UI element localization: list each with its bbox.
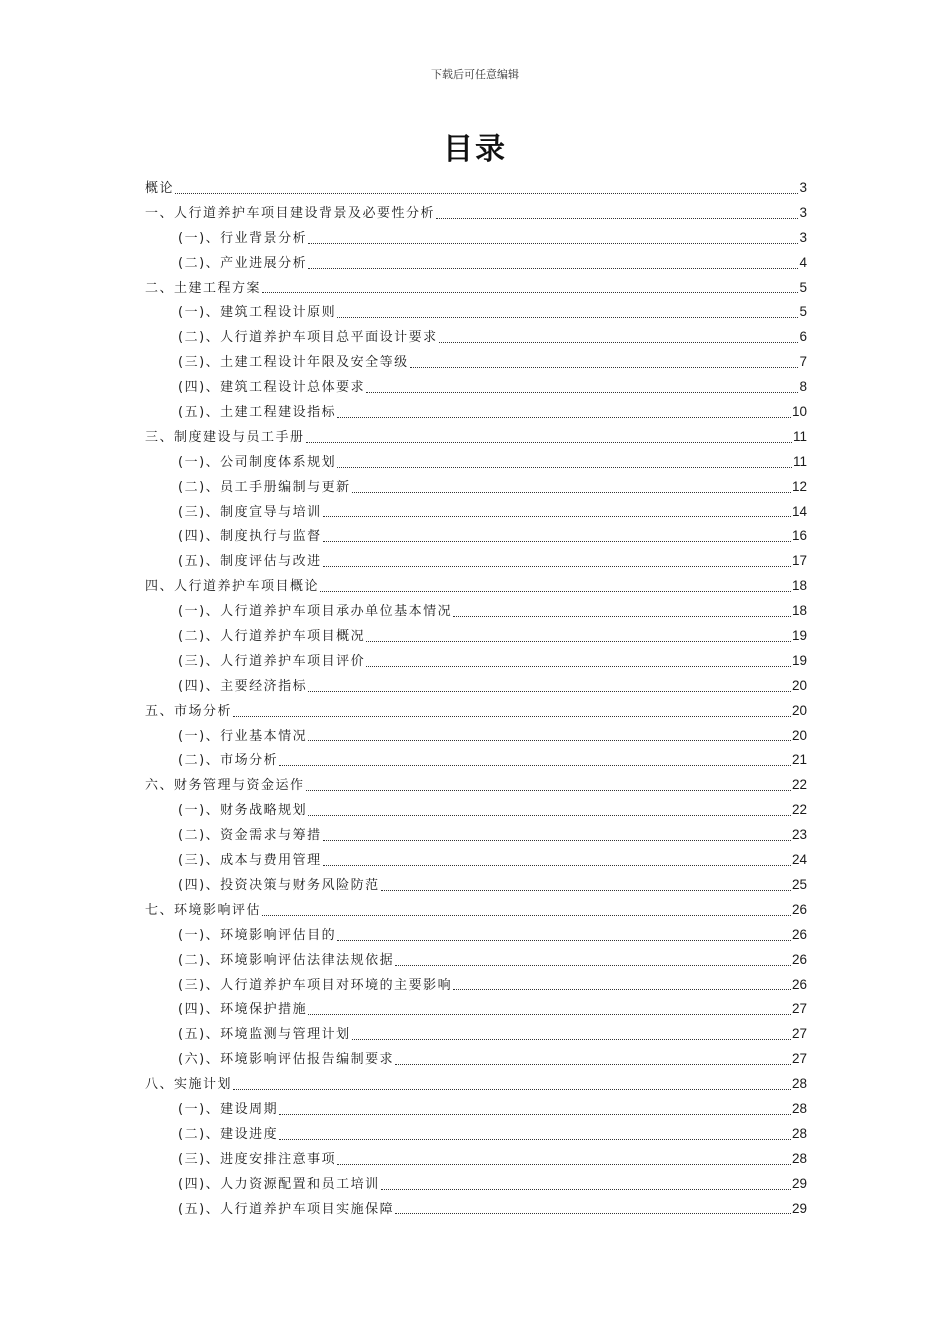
toc-dot-leader (381, 1188, 791, 1190)
toc-entry-label: (二)、市场分析 (178, 753, 279, 769)
toc-dot-leader (233, 1088, 791, 1090)
toc-subsection-entry[interactable] (145, 997, 807, 1022)
toc-subsection-entry[interactable] (145, 350, 807, 375)
toc-entry-label: 五、市场分析 (145, 703, 233, 719)
toc-entry-label: (四)、人力资源配置和员工培训 (178, 1176, 380, 1192)
toc-entry-label: (二)、产业进展分析 (178, 255, 308, 271)
toc-subsection-entry[interactable] (145, 923, 807, 948)
toc-page-number: 28 (791, 1150, 807, 1166)
toc-dot-leader (308, 690, 791, 692)
toc-dot-leader (279, 764, 791, 766)
toc-dot-leader (395, 1063, 791, 1065)
toc-subsection-entry[interactable] (145, 649, 807, 674)
toc-page-number: 3 (799, 180, 807, 195)
toc-subsection-entry[interactable] (145, 798, 807, 823)
toc-subsection-entry[interactable] (145, 400, 807, 425)
toc-entry-label: (一)、行业基本情况 (178, 728, 308, 744)
toc-entry-label: 六、财务管理与资金运作 (145, 778, 305, 794)
toc-entry-label: (三)、成本与费用管理 (178, 853, 322, 869)
toc-subsection-entry[interactable] (145, 823, 807, 848)
toc-entry-label: (五)、制度评估与改进 (178, 554, 322, 570)
toc-dot-leader (306, 441, 792, 443)
toc-page-number: 28 (791, 1100, 807, 1116)
toc-dot-leader (308, 814, 791, 816)
toc-subsection-entry[interactable] (145, 724, 807, 749)
toc-subsection-entry[interactable] (145, 450, 807, 475)
toc-entry-label: (五)、环境监测与管理计划 (178, 1027, 351, 1043)
toc-subsection-entry[interactable] (145, 475, 807, 500)
toc-subsection-entry[interactable] (145, 1147, 807, 1172)
toc-entry-label: (五)、土建工程建设指标 (178, 405, 337, 421)
toc-subsection-entry[interactable] (145, 500, 807, 525)
toc-page-number: 23 (791, 827, 807, 843)
toc-dot-leader (233, 715, 791, 717)
toc-dot-leader (366, 640, 791, 642)
toc-entry-label: 三、制度建设与员工手册 (145, 429, 305, 445)
toc-entry-label: (二)、人行道养护车项目概况 (178, 629, 366, 645)
toc-page-number: 11 (792, 453, 807, 469)
toc-subsection-entry[interactable] (145, 1197, 807, 1222)
toc-section-entry[interactable] (145, 176, 807, 201)
toc-section-entry[interactable] (145, 898, 807, 923)
toc-dot-leader (262, 291, 798, 293)
toc-entry-label: (四)、环境保护措施 (178, 1002, 308, 1018)
toc-dot-leader (323, 864, 791, 866)
toc-subsection-entry[interactable] (145, 1097, 807, 1122)
toc-page-number: 26 (791, 901, 807, 917)
toc-page-number: 18 (791, 578, 807, 594)
toc-entry-label: (三)、制度宣导与培训 (178, 504, 322, 520)
toc-subsection-entry[interactable] (145, 1122, 807, 1147)
toc-dot-leader (262, 914, 791, 916)
toc-page-number: 27 (791, 1026, 807, 1042)
toc-entry-label: (一)、财务战略规划 (178, 803, 308, 819)
toc-page-number: 16 (791, 528, 807, 544)
toc-page-number: 24 (791, 852, 807, 868)
toc-dot-leader (337, 416, 791, 418)
toc-dot-leader (436, 217, 798, 219)
toc-page-number: 29 (791, 1200, 807, 1216)
toc-entry-label: (二)、建设进度 (178, 1126, 279, 1142)
toc-dot-leader (308, 739, 791, 741)
toc-page-number: 22 (791, 777, 807, 793)
toc-subsection-entry[interactable] (145, 1022, 807, 1047)
page-header-note: 下载后可任意编辑 (431, 68, 519, 81)
toc-page-number: 20 (791, 677, 807, 693)
toc-page-number: 3 (799, 229, 807, 245)
toc-entry-label: (二)、环境影响评估法律法规依据 (178, 952, 395, 968)
toc-dot-leader (352, 491, 791, 493)
toc-page-number: 25 (791, 876, 807, 892)
toc-page-number: 6 (799, 329, 807, 345)
toc-dot-leader (308, 242, 798, 244)
toc-page-number: 11 (792, 428, 807, 444)
toc-dot-leader (323, 565, 791, 567)
toc-dot-leader (453, 988, 791, 990)
toc-page-number: 28 (791, 1125, 807, 1141)
toc-entry-label: (三)、人行道养护车项目评价 (178, 653, 366, 669)
toc-page-number: 21 (791, 752, 807, 768)
toc-subsection-entry[interactable] (145, 948, 807, 973)
toc-page-number: 5 (799, 279, 807, 295)
toc-entry-label: (一)、环境影响评估目的 (178, 927, 337, 943)
toc-section-entry[interactable] (145, 201, 807, 226)
toc-entry-label: (五)、人行道养护车项目实施保障 (178, 1201, 395, 1217)
toc-dot-leader (395, 964, 791, 966)
toc-dot-leader (395, 1212, 791, 1214)
toc-subsection-entry[interactable] (145, 524, 807, 549)
toc-section-entry[interactable] (145, 276, 807, 301)
toc-subsection-entry[interactable] (145, 1047, 807, 1072)
toc-entry-label: (四)、建筑工程设计总体要求 (178, 380, 366, 396)
toc-dot-leader (366, 665, 791, 667)
toc-subsection-entry[interactable] (145, 748, 807, 773)
toc-dot-leader (279, 1113, 791, 1115)
toc-entry-label: (四)、投资决策与财务风险防范 (178, 877, 380, 893)
toc-page-number: 27 (791, 1001, 807, 1017)
toc-section-entry[interactable] (145, 773, 807, 798)
toc-page-number: 22 (791, 802, 807, 818)
toc-dot-leader (337, 316, 798, 318)
toc-dot-leader (337, 939, 791, 941)
toc-subsection-entry[interactable] (145, 300, 807, 325)
toc-entry-label: 一、人行道养护车项目建设背景及必要性分析 (145, 205, 436, 221)
toc-entry-label: 七、环境影响评估 (145, 902, 262, 918)
toc-dot-leader (410, 366, 799, 368)
toc-page-number: 20 (791, 702, 807, 718)
toc-page-number: 4 (799, 254, 807, 270)
toc-page-number: 28 (791, 1076, 807, 1092)
toc-entry-label: (一)、公司制度体系规划 (178, 454, 337, 470)
toc-title: 目录 (443, 132, 507, 167)
toc-page-number: 3 (799, 204, 807, 220)
toc-entry-label: 八、实施计划 (145, 1077, 233, 1093)
toc-dot-leader (366, 391, 798, 393)
toc-page-number: 18 (791, 603, 807, 619)
toc-dot-leader (381, 889, 791, 891)
toc-page-number: 5 (799, 304, 807, 320)
toc-dot-leader (323, 515, 791, 517)
toc-entry-label: (一)、人行道养护车项目承办单位基本情况 (178, 604, 453, 620)
toc-subsection-entry[interactable] (145, 1172, 807, 1197)
toc-dot-leader (175, 192, 798, 194)
toc-page-number: 7 (799, 354, 807, 370)
toc-entry-label: (四)、主要经济指标 (178, 678, 308, 694)
toc-dot-leader (323, 540, 791, 542)
toc-entry-label: (一)、行业背景分析 (178, 230, 308, 246)
toc-subsection-entry[interactable] (145, 226, 807, 251)
toc-dot-leader (306, 789, 791, 791)
toc-dot-leader (308, 267, 798, 269)
toc-dot-leader (279, 1138, 791, 1140)
toc-subsection-entry[interactable] (145, 599, 807, 624)
toc-page-number: 27 (791, 1051, 807, 1067)
toc-entry-label: 四、人行道养护车项目概论 (145, 579, 320, 595)
toc-page-number: 8 (799, 379, 807, 395)
toc-entry-label: (二)、员工手册编制与更新 (178, 479, 351, 495)
toc-entry-label: (二)、资金需求与筹措 (178, 828, 322, 844)
toc-section-entry[interactable] (145, 1072, 807, 1097)
toc-page-number: 10 (791, 404, 807, 420)
toc-page-number: 26 (791, 976, 807, 992)
toc-subsection-entry[interactable] (145, 873, 807, 898)
toc-subsection-entry[interactable] (145, 624, 807, 649)
toc-page-number: 26 (791, 926, 807, 942)
toc-dot-leader (337, 466, 792, 468)
toc-dot-leader (320, 590, 791, 592)
toc-entry-label: (一)、建筑工程设计原则 (178, 305, 337, 321)
toc-dot-leader (337, 1163, 791, 1165)
toc-subsection-entry[interactable] (145, 973, 807, 998)
toc-entry-label: (四)、制度执行与监督 (178, 529, 322, 545)
table-of-contents (145, 176, 807, 1221)
toc-dot-leader (453, 615, 791, 617)
toc-page-number: 29 (791, 1175, 807, 1191)
toc-dot-leader (352, 1038, 791, 1040)
toc-subsection-entry[interactable] (145, 325, 807, 350)
toc-page-number: 19 (791, 652, 807, 668)
toc-subsection-entry[interactable] (145, 674, 807, 699)
toc-entry-label: (二)、人行道养护车项目总平面设计要求 (178, 330, 438, 346)
toc-dot-leader (308, 1013, 791, 1015)
toc-entry-label: (三)、土建工程设计年限及安全等级 (178, 355, 409, 371)
toc-subsection-entry[interactable] (145, 251, 807, 276)
toc-subsection-entry[interactable] (145, 549, 807, 574)
toc-entry-label: 二、土建工程方案 (145, 280, 262, 296)
toc-subsection-entry[interactable] (145, 848, 807, 873)
toc-page-number: 14 (791, 503, 807, 519)
toc-section-entry[interactable] (145, 699, 807, 724)
toc-page-number: 17 (791, 553, 807, 569)
toc-dot-leader (323, 839, 791, 841)
toc-page-number: 19 (791, 628, 807, 644)
toc-subsection-entry[interactable] (145, 375, 807, 400)
toc-section-entry[interactable] (145, 425, 807, 450)
toc-page-number: 26 (791, 951, 807, 967)
toc-page-number: 12 (791, 478, 807, 494)
toc-dot-leader (439, 341, 799, 343)
toc-page-number: 20 (791, 727, 807, 743)
toc-entry-label: (六)、环境影响评估报告编制要求 (178, 1052, 395, 1068)
toc-entry-label: (三)、人行道养护车项目对环境的主要影响 (178, 977, 453, 993)
toc-entry-label: 概论 (145, 181, 175, 196)
toc-entry-label: (一)、建设周期 (178, 1101, 279, 1117)
toc-entry-label: (三)、进度安排注意事项 (178, 1151, 337, 1167)
toc-section-entry[interactable] (145, 574, 807, 599)
